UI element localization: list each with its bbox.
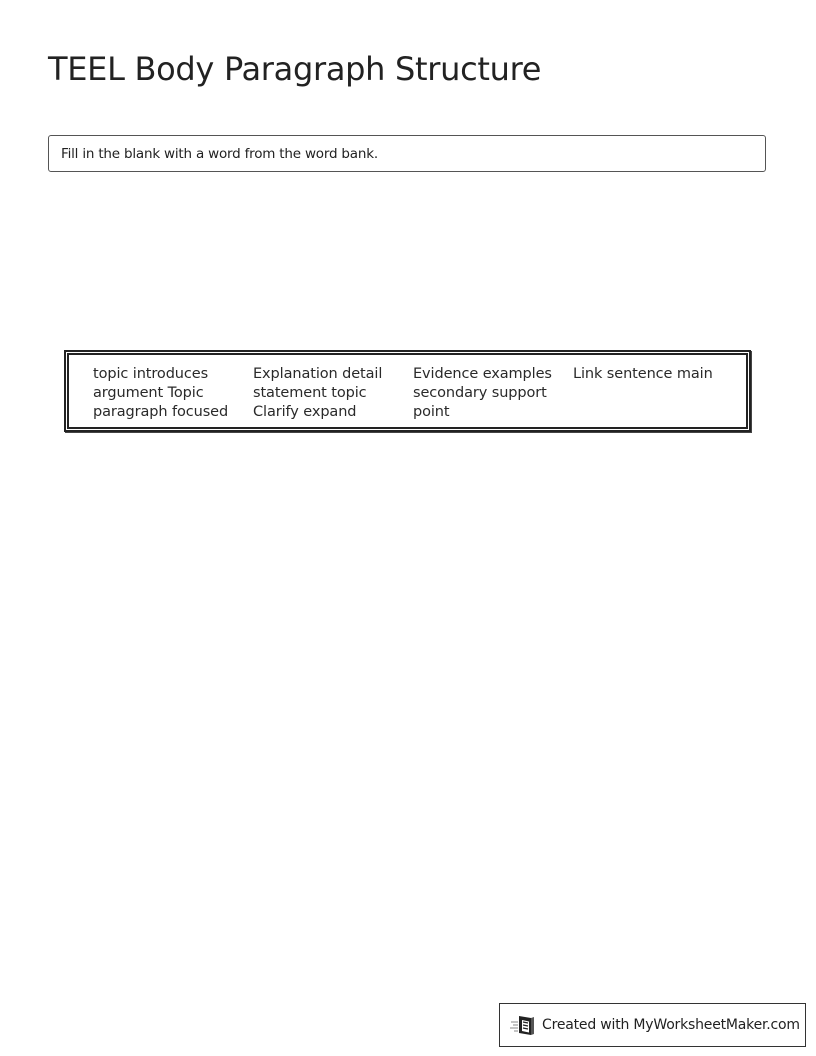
- word-bank-line: argument Topic: [93, 385, 204, 401]
- page-title: TEEL Body Paragraph Structure: [48, 50, 542, 88]
- word-bank-line: point: [413, 404, 450, 420]
- word-bank-line: secondary support: [413, 385, 547, 401]
- instructions-text: Fill in the blank with a word from the word bank.: [61, 146, 378, 162]
- word-bank-column: [93, 365, 253, 422]
- worksheet-maker-logo-icon: [510, 1013, 538, 1037]
- footer-credit-text: Created with MyWorksheetMaker.com: [542, 1017, 800, 1033]
- word-bank-column: [573, 365, 733, 422]
- word-bank-columns: [93, 365, 733, 422]
- word-bank: [64, 350, 751, 432]
- word-bank-line: Explanation detail: [253, 366, 383, 382]
- footer-credit[interactable]: [499, 1003, 806, 1047]
- word-bank-line: Evidence examples: [413, 366, 552, 382]
- word-bank-column: [253, 365, 413, 422]
- word-bank-line: statement topic: [253, 385, 367, 401]
- word-bank-line: Link sentence main: [573, 366, 713, 382]
- word-bank-line: Clarify expand: [253, 404, 357, 420]
- word-bank-line: topic introduces: [93, 366, 209, 382]
- instructions-box: [48, 135, 766, 172]
- word-bank-column: [413, 365, 573, 422]
- word-bank-line: paragraph focused: [93, 404, 229, 420]
